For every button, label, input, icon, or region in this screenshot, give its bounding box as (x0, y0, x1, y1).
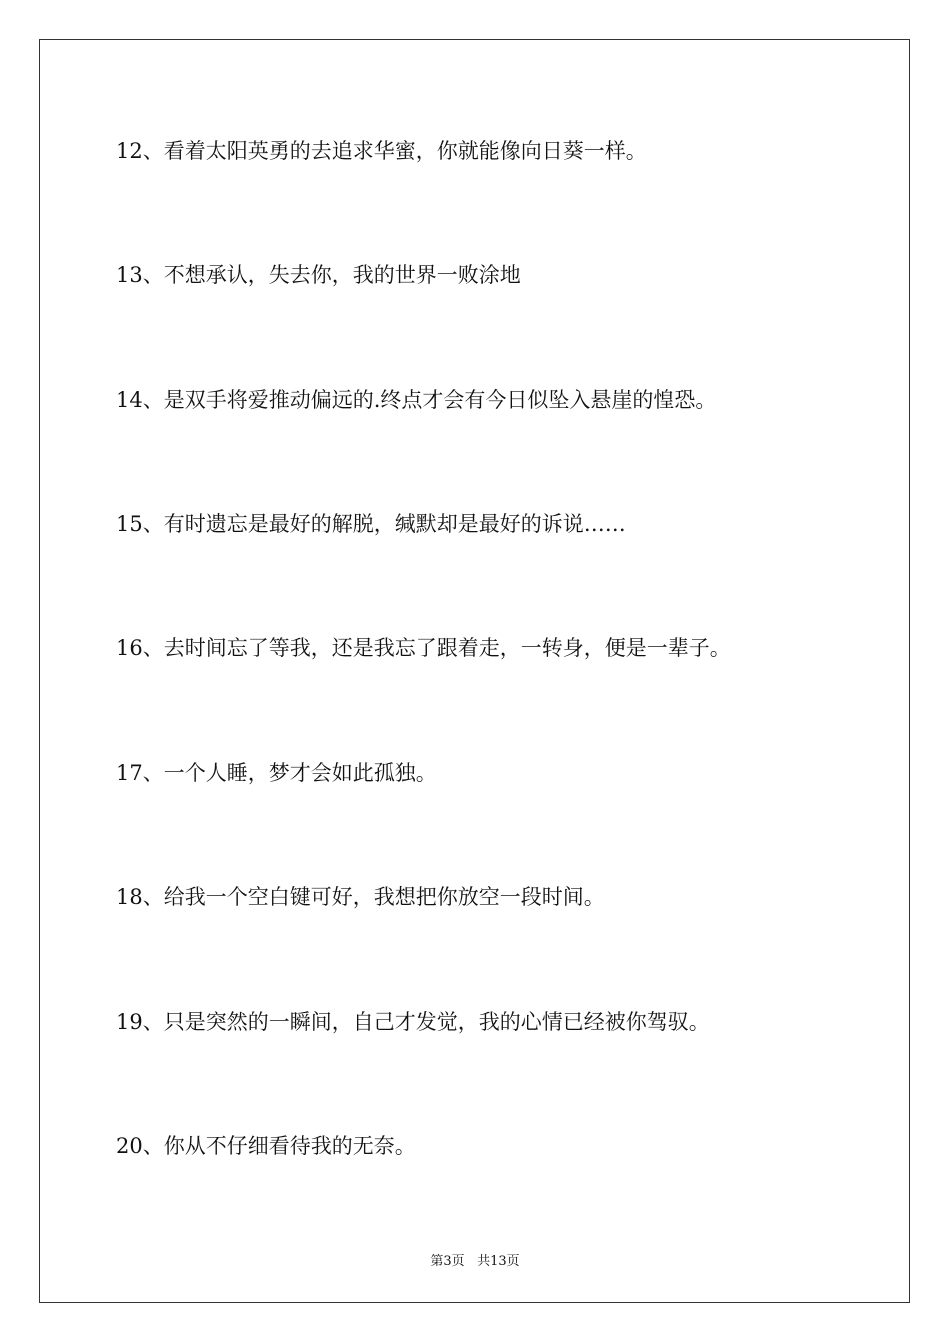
page-footer (0, 1250, 950, 1269)
list-item: 17、一个人睡，梦才会如此孤独。 (116, 761, 437, 785)
list-item: 16、去时间忘了等我，还是我忘了跟着走，一转身，便是一辈子。 (116, 636, 731, 660)
list-item: 13、不想承认，失去你，我的世界一败涂地 (116, 263, 521, 287)
list-item: 20、你从不仔细看待我的无奈。 (116, 1134, 416, 1158)
list-item: 18、给我一个空白键可好，我想把你放空一段时间。 (116, 885, 605, 909)
list-item: 19、只是突然的一瞬间，自己才发觉，我的心情已经被你驾驭。 (116, 1010, 710, 1034)
page-number: 第3页 (430, 1254, 465, 1269)
page-total: 共13页 (477, 1254, 520, 1269)
list-item: 12、看着太阳英勇的去追求华蜜，你就能像向日葵一样。 (116, 139, 647, 163)
list-item: 15、有时遗忘是最好的解脱，缄默却是最好的诉说…… (116, 512, 626, 536)
list-item: 14、是双手将爱推动偏远的.终点才会有今日似坠入悬崖的惶恐。 (116, 388, 717, 412)
page-border (39, 39, 910, 1303)
